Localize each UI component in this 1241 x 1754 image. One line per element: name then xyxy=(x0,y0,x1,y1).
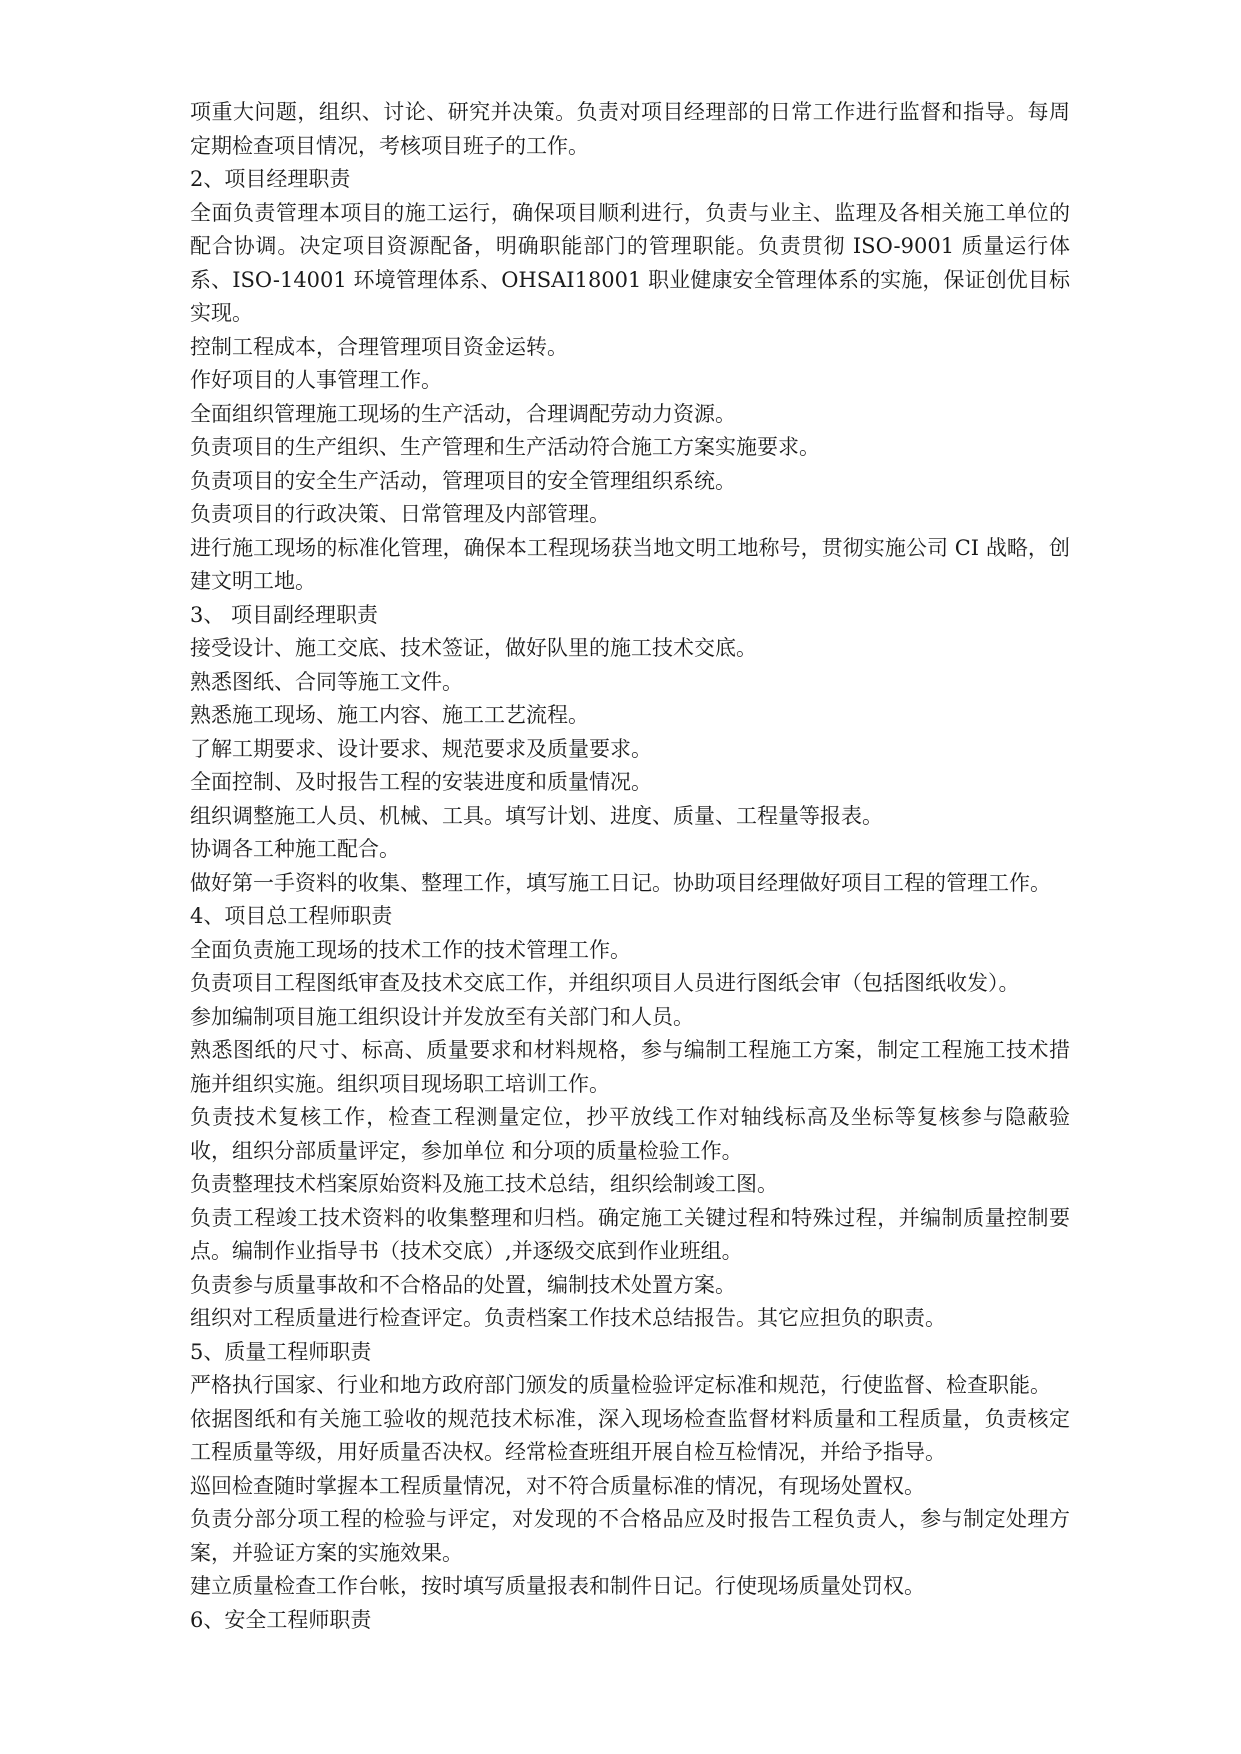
paragraph: 负责技术复核工作，检查工程测量定位，抄平放线工作对轴线标高及坐标等复核参与隐蔽验收，组织分部质量评定，参加单位 和分项的质量检验工作。 xyxy=(190,1105,1070,1163)
paragraph: 负责项目工程图纸审查及技术交底工作，并组织项目人员进行图纸会审（包括图纸收发）。 xyxy=(190,971,1020,995)
paragraph: 作好项目的人事管理工作。 xyxy=(190,368,442,392)
paragraph: 全面负责管理本项目的施工运行，确保项目顺利进行，负责与业主、监理及各相关施工单位的配合协调。决定项目资源配备，明确职能部门的管理职能。负责贯彻 ISO-9001 质量运行体系、ISO-14001 环境管理体系、OHSAI18001 职业健康安全管理体系的实施，保证创优目标实现。 xyxy=(190,200,1070,325)
paragraph: 控制工程成本，合理管理项目资金运转。 xyxy=(190,334,568,359)
paragraph: 熟悉施工现场、施工内容、施工工艺流程。 xyxy=(190,703,589,727)
paragraph: 负责整理技术档案原始资料及施工技术总结，组织绘制竣工图。 xyxy=(190,1172,778,1196)
paragraph: 负责参与质量事故和不合格品的处置，编制技术处置方案。 xyxy=(190,1272,736,1297)
paragraph: 全面负责施工现场的技术工作的技术管理工作。 xyxy=(190,937,631,962)
paragraph: 建立质量检查工作台帐，按时填写质量报表和制件日记。行使现场质量处罚权。 xyxy=(190,1574,925,1598)
paragraph: 组织调整施工人员、机械、工具。填写计划、进度、质量、工程量等报表。 xyxy=(190,803,883,828)
paragraph: 负责项目的生产组织、生产管理和生产活动符合施工方案实施要求。 xyxy=(190,435,820,459)
paragraph: 负责项目的安全生产活动，管理项目的安全管理组织系统。 xyxy=(190,468,736,493)
paragraph: 严格执行国家、行业和地方政府部门颁发的质量检验评定标准和规范，行使监督、检查职能。 xyxy=(190,1373,1051,1397)
paragraph: 巡回检查随时掌握本工程质量情况，对不符合质量标准的情况，有现场处置权。 xyxy=(190,1473,925,1498)
section-heading-3: 3、 项目副经理职责 xyxy=(190,602,379,627)
paragraph: 依据图纸和有关施工验收的规范技术标准，深入现场检查监督材料质量和工程质量，负责核定工程质量等级，用好质量否决权。经常检查班组开展自检互检情况，并给予指导。 xyxy=(190,1406,1070,1464)
paragraph: 全面控制、及时报告工程的安装进度和质量情况。 xyxy=(190,770,652,794)
paragraph: 负责分部分项工程的检验与评定，对发现的不合格品应及时报告工程负责人，参与制定处理方案，并验证方案的实施效果。 xyxy=(190,1507,1070,1565)
paragraph: 负责工程竣工技术资料的收集整理和归档。确定施工关键过程和特殊过程，并编制质量控制要点。编制作业指导书（技术交底）,并逐级交底到作业班组。 xyxy=(190,1205,1070,1263)
paragraph: 组织对工程质量进行检查评定。负责档案工作技术总结报告。其它应担负的职责。 xyxy=(190,1306,946,1330)
body-text xyxy=(190,96,1070,1637)
paragraph: 全面组织管理施工现场的生产活动，合理调配劳动力资源。 xyxy=(190,401,736,426)
paragraph: 熟悉图纸的尺寸、标高、质量要求和材料规格，参与编制工程施工方案，制定工程施工技术措施并组织实施。组织项目现场职工培训工作。 xyxy=(190,1038,1070,1096)
section-heading-2: 2、项目经理职责 xyxy=(190,167,351,191)
paragraph: 负责项目的行政决策、日常管理及内部管理。 xyxy=(190,502,610,526)
paragraph: 了解工期要求、设计要求、规范要求及质量要求。 xyxy=(190,736,652,761)
paragraph: 接受设计、施工交底、技术签证，做好队里的施工技术交底。 xyxy=(190,636,757,660)
paragraph: 项重大问题，组织、讨论、研究并决策。负责对项目经理部的日常工作进行监督和指导。每周定期检查项目情况，考核项目班子的工作。 xyxy=(190,100,1070,158)
section-heading-6: 6、安全工程师职责 xyxy=(190,1607,372,1632)
paragraph: 进行施工现场的标准化管理，确保本工程现场获当地文明工地称号，贯彻实施公司 CI 战略，创建文明工地。 xyxy=(190,535,1070,593)
section-heading-4: 4、项目总工程师职责 xyxy=(190,904,393,928)
paragraph: 做好第一手资料的收集、整理工作，填写施工日记。协助项目经理做好项目工程的管理工作。 xyxy=(190,870,1051,895)
paragraph: 协调各工种施工配合。 xyxy=(190,837,400,861)
paragraph: 熟悉图纸、合同等施工文件。 xyxy=(190,669,463,694)
paragraph: 参加编制项目施工组织设计并发放至有关部门和人员。 xyxy=(190,1004,694,1029)
section-heading-5: 5、质量工程师职责 xyxy=(190,1339,372,1364)
